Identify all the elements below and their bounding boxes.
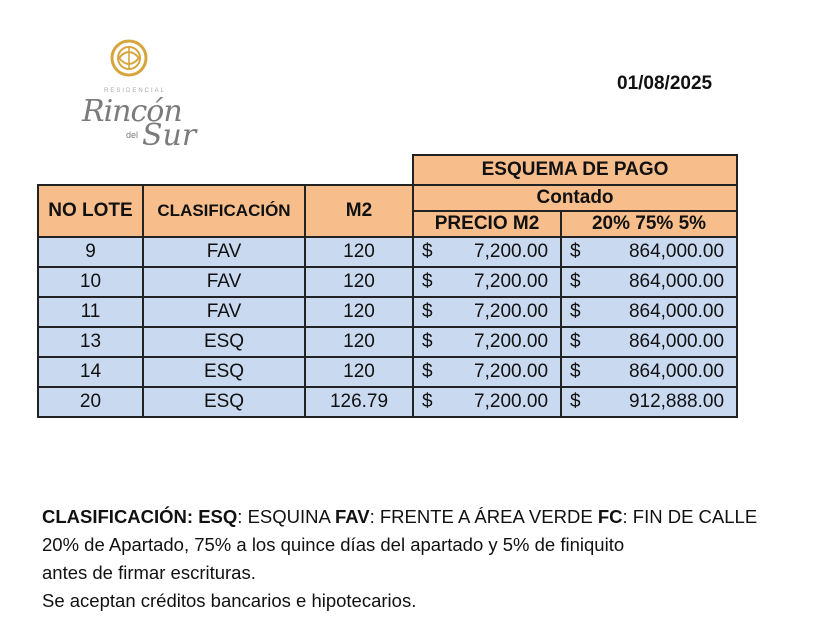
cell-clasificacion: FAV [143,297,305,327]
precio-value: 7,200.00 [474,271,549,292]
logo-small-text: RESIDENCIAL [104,88,167,94]
cell-total [561,267,737,297]
cell-lote: 13 [38,327,143,357]
logo-word-del: del [126,130,139,140]
cell-lote: 11 [38,297,143,327]
total-value: 864,000.00 [628,241,725,262]
total-value: 864,000.00 [628,301,725,322]
currency-symbol: $ [422,331,433,352]
cell-clasificacion: ESQ [143,387,305,417]
currency-symbol: $ [570,241,581,262]
currency-symbol: $ [422,301,433,322]
precio-value: 7,200.00 [474,391,549,412]
table-row [38,387,737,417]
cell-m2: 120 [305,357,413,387]
currency-symbol: $ [422,361,433,382]
table-row [38,327,737,357]
table-row [38,297,737,327]
legend-fav-code: FAV [334,506,370,527]
precio-value: 7,200.00 [474,361,549,382]
currency-symbol: $ [570,331,581,352]
table-row [38,237,737,267]
header-clasificacion: CLASIFICACIÓN [143,185,305,237]
cell-lote: 20 [38,387,143,417]
cell-total [561,327,737,357]
document-date: 01/08/2025 [617,73,713,94]
classification-legend [42,503,757,531]
cell-total [561,357,737,387]
cell-lote: 9 [38,237,143,267]
table-blank-corner [38,155,413,185]
header-precio-m2: PRECIO M2 [413,211,561,237]
cell-precio-m2 [413,237,561,267]
cell-total [561,237,737,267]
legend-fc-code: FC [597,506,623,527]
precio-value: 7,200.00 [474,241,549,262]
currency-symbol: $ [570,391,581,412]
total-value: 864,000.00 [628,331,725,352]
header-no-lote: NO LOTE [38,185,143,237]
legend-esq-code: ESQ [198,506,238,527]
currency-symbol: $ [570,361,581,382]
total-value: 864,000.00 [628,271,725,292]
currency-symbol: $ [422,391,433,412]
cell-clasificacion: ESQ [143,327,305,357]
legend-fc-desc: : FIN DE CALLE [622,506,758,527]
table-row [38,267,737,297]
currency-symbol: $ [422,271,433,292]
cell-m2: 126.79 [305,387,413,417]
precio-value: 7,200.00 [474,331,549,352]
footer-notes [42,503,757,615]
header-payment-split: 20% 75% 5% [561,211,737,237]
cell-precio-m2 [413,327,561,357]
cell-m2: 120 [305,297,413,327]
legend-esq-desc: : ESQUINA [237,506,335,527]
cell-clasificacion: FAV [143,237,305,267]
table-body [38,237,737,417]
logo-word-rincon: Rincón [82,94,182,129]
logo-emblem-icon [109,38,149,78]
cell-precio-m2 [413,297,561,327]
currency-symbol: $ [570,271,581,292]
cell-clasificacion: ESQ [143,357,305,387]
currency-symbol: $ [570,301,581,322]
table-row [38,357,737,387]
header-esquema-de-pago: ESQUEMA DE PAGO [413,155,737,185]
cell-precio-m2 [413,267,561,297]
cell-precio-m2 [413,357,561,387]
legend-fav-desc: : FRENTE A ÁREA VERDE [369,506,598,527]
payment-terms-line: 20% de Apartado, 75% a los quince días del apartado y 5% de finiquito [42,534,625,555]
cell-m2: 120 [305,237,413,267]
cell-precio-m2 [413,387,561,417]
currency-symbol: $ [422,241,433,262]
price-table [37,154,738,418]
credit-note: Se aceptan créditos bancarios e hipotecarios. [42,590,417,611]
total-value: 864,000.00 [628,361,725,382]
precio-value: 7,200.00 [474,301,549,322]
total-value: 912,888.00 [628,391,725,412]
logo-word-sur: Sur [142,118,197,153]
payment-terms-line-2: antes de firmar escrituras. [42,562,256,583]
cell-lote: 10 [38,267,143,297]
header-contado: Contado [413,185,737,211]
company-logo [76,36,206,153]
header-m2: M2 [305,185,413,237]
legend-title: CLASIFICACIÓN: [42,506,194,527]
cell-lote: 14 [38,357,143,387]
cell-m2: 120 [305,267,413,297]
cell-total [561,297,737,327]
cell-clasificacion: FAV [143,267,305,297]
cell-m2: 120 [305,327,413,357]
cell-total [561,387,737,417]
